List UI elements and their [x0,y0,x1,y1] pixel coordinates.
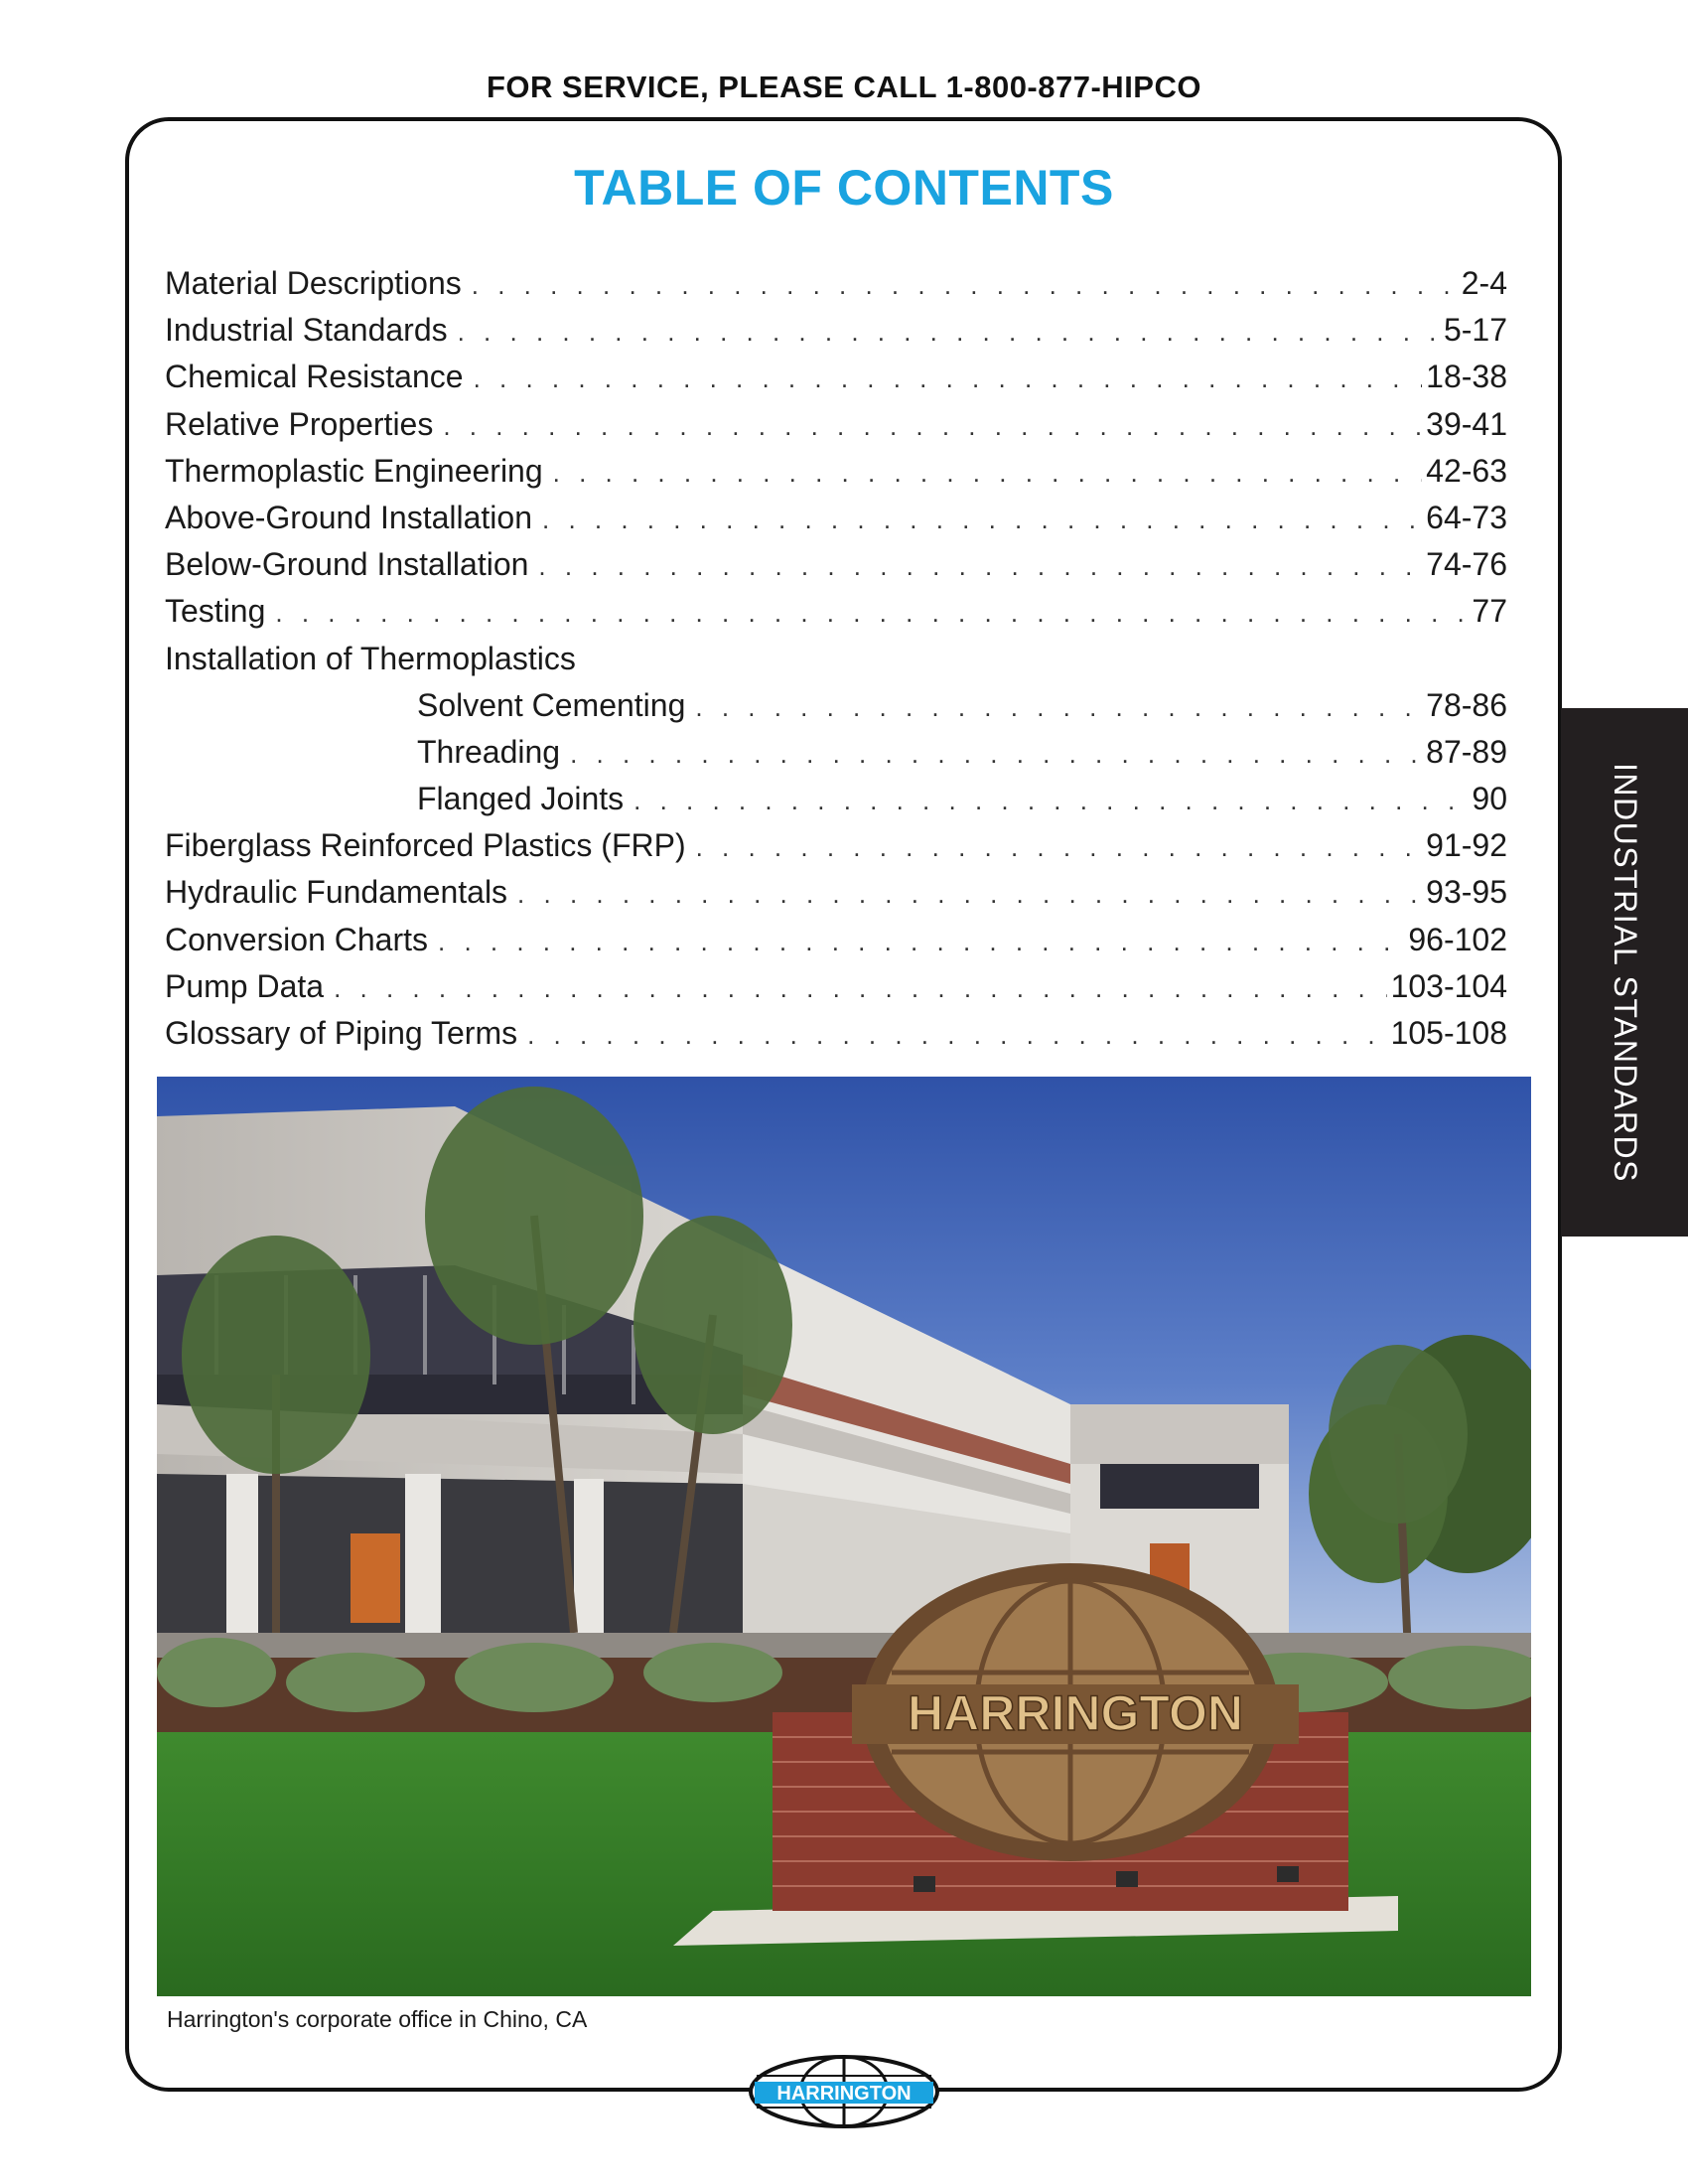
toc-entry-label: Thermoplastic Engineering [165,452,543,489]
toc-entry[interactable] [165,401,1507,448]
harrington-logo [747,2054,941,2129]
service-phone-line: FOR SERVICE, PLEASE CALL 1-800-877-HIPCO [487,70,1201,104]
toc-leader-dots [527,1012,1386,1059]
toc-entry-page: 64-73 [1426,499,1507,535]
toc-entry[interactable] [165,260,1507,307]
toc-entry[interactable] [165,307,1507,354]
toc-entry-page: 78-86 [1426,686,1507,723]
toc-entry[interactable] [165,541,1507,588]
page-title: TABLE OF CONTENTS [574,160,1114,216]
toc-entry[interactable] [165,917,1507,963]
toc-leader-dots [472,262,1458,309]
side-tab-label: INDUSTRIAL STANDARDS [1607,762,1643,1183]
toc-leader-dots [275,590,1468,637]
toc-entry-label: Fiberglass Reinforced Plastics (FRP) [165,827,686,864]
toc-entry-label: Threading [417,733,561,770]
toc-leader-dots [695,684,1422,731]
toc-entry-page: 87-89 [1426,733,1507,770]
toc-entry-page: 18-38 [1426,359,1507,395]
toc-entry-page: 91-92 [1426,827,1507,864]
toc-entry[interactable] [165,822,1507,869]
toc-entry-page: 42-63 [1426,452,1507,489]
toc-entry[interactable] [165,495,1507,541]
toc-leader-dots [517,871,1422,918]
toc-entry-label: Flanged Joints [417,781,625,817]
toc-entry-page: 77 [1472,593,1507,630]
toc-leader-dots [438,919,1404,965]
toc-entry-label: Solvent Cementing [417,686,686,723]
table-of-contents [165,260,1507,1057]
logo-text: HARRINGTON [776,2083,912,2105]
sign-text: HARRINGTON [908,1685,1243,1741]
toc-entry-page: 2-4 [1461,265,1507,301]
toc-leader-dots [570,731,1422,778]
toc-subentry[interactable] [165,682,1507,729]
photo-caption: Harrington's corporate office in Chino, CA [167,2006,588,2032]
toc-leader-dots [633,778,1468,824]
toc-leader-dots [542,497,1422,543]
office-building-illustration [157,1077,1531,1996]
toc-entry-page: 5-17 [1443,312,1507,349]
toc-leader-dots [334,965,1386,1012]
toc-leader-dots [538,543,1422,590]
toc-entry[interactable] [165,869,1507,916]
toc-entry[interactable] [165,963,1507,1010]
toc-entry-label: Installation of Thermoplastics [165,640,576,676]
toc-entry-page: 39-41 [1426,405,1507,442]
toc-entry-page: 105-108 [1390,1015,1507,1051]
toc-entry-label: Pump Data [165,967,325,1004]
toc-entry[interactable] [165,588,1507,635]
toc-section-heading [165,636,1507,682]
toc-entry-label: Chemical Resistance [165,359,464,395]
toc-entry-page: 90 [1472,781,1507,817]
toc-leader-dots [696,824,1423,871]
toc-entry[interactable] [165,1010,1507,1057]
toc-entry-label: Glossary of Piping Terms [165,1015,518,1051]
section-side-tab[interactable] [1561,708,1688,1237]
toc-entry-label: Hydraulic Fundamentals [165,874,508,911]
toc-entry-label: Relative Properties [165,405,434,442]
toc-entry-page: 103-104 [1390,967,1507,1004]
toc-leader-dots [553,450,1423,497]
toc-entry-label: Conversion Charts [165,921,428,957]
toc-entry-label: Material Descriptions [165,265,462,301]
toc-leader-dots [474,356,1423,402]
toc-leader-dots [458,309,1440,356]
toc-entry[interactable] [165,354,1507,400]
toc-subentry[interactable] [165,776,1507,822]
toc-entry[interactable] [165,448,1507,495]
toc-entry-label: Below-Ground Installation [165,546,529,583]
toc-entry-label: Testing [165,593,266,630]
office-photo [157,1077,1531,1996]
toc-leader-dots [443,403,1422,450]
toc-subentry[interactable] [165,729,1507,776]
toc-entry-page: 74-76 [1426,546,1507,583]
toc-entry-label: Above-Ground Installation [165,499,532,535]
toc-entry-label: Industrial Standards [165,312,448,349]
toc-entry-page: 96-102 [1408,921,1507,957]
toc-entry-page: 93-95 [1426,874,1507,911]
